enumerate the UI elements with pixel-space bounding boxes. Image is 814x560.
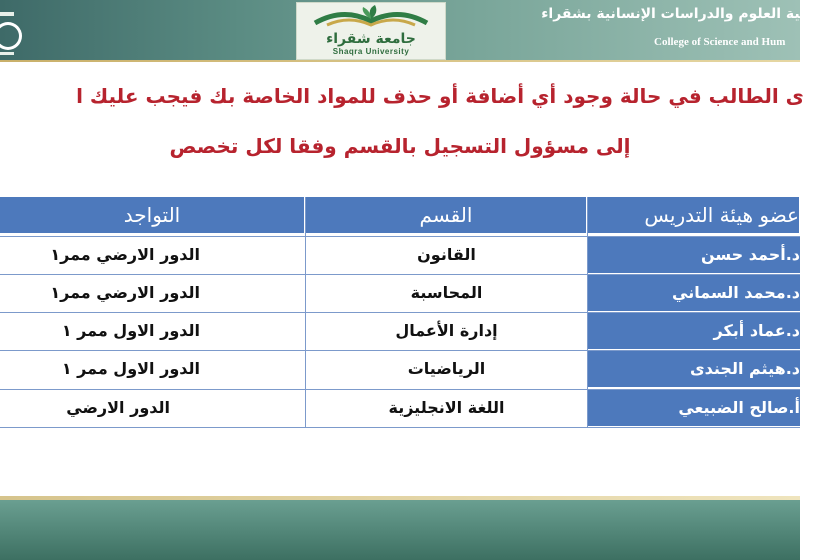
table-row bbox=[0, 237, 800, 273]
cell-location: الدور الارضي ممر١ bbox=[0, 237, 305, 273]
cell-department: اللغة الانجليزية bbox=[306, 390, 587, 426]
header-department: القسم bbox=[306, 197, 587, 233]
notice-line-1: ى الطالب في حالة وجود أي أضافة أو حذف للمواد الخاصة بك فيجب عليك ا bbox=[76, 84, 804, 108]
cell-department: القانون bbox=[306, 237, 587, 273]
cell-department: المحاسبة bbox=[306, 275, 587, 311]
university-name-ar: جامعة شقراء bbox=[326, 31, 416, 47]
table-divider bbox=[0, 389, 800, 390]
university-name-en: Shaqra University bbox=[332, 47, 410, 56]
footer-banner bbox=[0, 500, 800, 560]
table-divider bbox=[0, 236, 800, 237]
college-name-en: College of Science and Hum bbox=[654, 36, 786, 48]
table-divider bbox=[305, 197, 306, 427]
cell-location: الدور الاول ممر ١ bbox=[0, 351, 305, 387]
cell-faculty: د.محمد السماني bbox=[588, 275, 800, 311]
header-faculty: عضو هيئة التدريس bbox=[588, 197, 800, 233]
college-name-ar: كلية العلوم والدراسات الإنسانية بشقراء bbox=[541, 6, 814, 22]
table-row bbox=[0, 390, 800, 426]
header-location: التواجد bbox=[0, 197, 305, 233]
cell-faculty: أ.صالح الضبيعي bbox=[588, 390, 800, 426]
notice-line-2: إلى مسؤول التسجيل بالقسم وفقا لكل تخصص bbox=[169, 134, 631, 158]
table-header-row bbox=[0, 197, 800, 233]
cell-location: الدور الارضي ممر١ bbox=[0, 275, 305, 311]
logo-stripe bbox=[0, 12, 14, 16]
university-logo bbox=[296, 2, 446, 60]
table-divider bbox=[0, 350, 800, 351]
cell-department: الرياضيات bbox=[306, 351, 587, 387]
cell-faculty: د.أحمد حسن bbox=[588, 237, 800, 273]
table-row bbox=[0, 351, 800, 387]
table-row bbox=[0, 275, 800, 311]
book-leaves-icon bbox=[297, 3, 445, 33]
logo-ring-icon bbox=[0, 22, 22, 50]
college-logo-icon bbox=[0, 8, 24, 56]
logo-stripe bbox=[0, 52, 14, 55]
cell-faculty: د.عماد أبكر bbox=[588, 313, 800, 349]
cell-faculty: د.هيثم الجندى bbox=[588, 351, 800, 387]
header-banner bbox=[0, 0, 814, 62]
cell-location: الدور الارضي bbox=[0, 390, 305, 426]
table-divider bbox=[587, 197, 588, 427]
table-divider bbox=[0, 274, 800, 275]
table-divider bbox=[0, 427, 800, 428]
cell-department: إدارة الأعمال bbox=[306, 313, 587, 349]
table-row bbox=[0, 313, 800, 349]
table-divider bbox=[0, 312, 800, 313]
cell-location: الدور الاول ممر ١ bbox=[0, 313, 305, 349]
